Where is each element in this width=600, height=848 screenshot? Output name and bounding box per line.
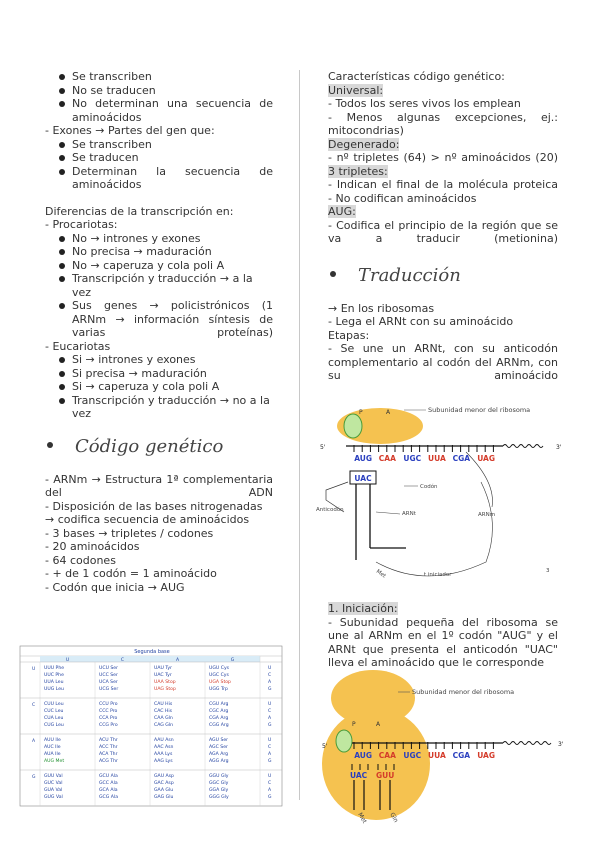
- codon-cell: CAA Gln: [154, 716, 173, 721]
- list-item: Transcripción y traducción → no a la vez: [45, 394, 273, 421]
- list-item: No precisa → maduración: [45, 245, 273, 259]
- codon-cell: ACC Thr: [99, 745, 118, 750]
- codon-cell: AUG Met: [44, 759, 65, 764]
- codon-cell: UGG Trp: [209, 687, 228, 692]
- codon-cell: UCA Ser: [99, 680, 118, 685]
- site-a-label: A: [376, 721, 381, 728]
- codon-cell: UAA Stop: [154, 680, 176, 685]
- site-a-label: A: [386, 409, 391, 416]
- codon-cell: CGC Arg: [209, 709, 229, 714]
- list-item: Sus genes → policistrónicos (1 ARNm → información síntesis de varias proteínas): [45, 299, 273, 340]
- codon-text: UGC: [403, 454, 422, 463]
- list-item: Si → caperuza y cola poli A: [45, 380, 273, 394]
- codon-cell: CAC His: [154, 709, 173, 714]
- procariotas-label: - Procariotas:: [45, 218, 118, 231]
- codon-cell: AAG Lys: [154, 759, 173, 764]
- met-label: Met: [356, 811, 368, 825]
- list-item: Transcripción y traducción → a la vez: [45, 272, 273, 299]
- trad-line: - Lega el ARNt con su aminoácido: [328, 315, 514, 328]
- procariotas-list: [45, 232, 273, 340]
- codon-cell: CUU Leu: [44, 702, 64, 707]
- third-base-label: G: [268, 759, 272, 764]
- universal-label: Universal:: [328, 83, 384, 97]
- degenerado-label: Degenerado:: [328, 137, 400, 151]
- codon-cell: AUA Ile: [44, 752, 61, 757]
- tripletes-line: - Indican el final de la molécula proteica: [328, 178, 558, 191]
- cap-icon: [336, 730, 352, 752]
- five-prime-label: 5': [320, 444, 326, 451]
- codon-cell: AUC Ile: [44, 745, 61, 750]
- codon-cell: GAG Glu: [154, 795, 174, 800]
- third-base-label: G: [268, 687, 272, 692]
- left-column: [45, 70, 277, 594]
- codon-cell: GGC Gly: [209, 781, 229, 786]
- arnm-label: ARNm: [478, 512, 496, 518]
- list-item: No se traducen: [45, 84, 273, 98]
- codon-cell: GAA Glu: [154, 788, 174, 793]
- third-base-label: U: [268, 702, 272, 707]
- iniciacion-text: - Subunidad pequeña del ribosoma se une al ARNm en el 1º codón "AUG" y el ARNt que presenta el anticodón "UAC" lleva el aminoácido que le corresponde: [328, 615, 562, 669]
- codon-text: CAA: [378, 454, 396, 463]
- aug-line: - Codifica el principio de la región que se va a traducir (metionina): [328, 218, 562, 245]
- anticodon-label: Anticodón: [316, 507, 344, 513]
- codon-cell: GCA Ala: [99, 788, 118, 793]
- subunit-label: Subunidad menor del ribosoma: [428, 406, 531, 414]
- pointer-line: [376, 512, 400, 514]
- codon-cell: GUA Val: [44, 788, 63, 793]
- codon-cell: UGA Stop: [209, 680, 231, 685]
- codigo-line: - + de 1 codón = 1 aminoácido: [45, 567, 217, 580]
- third-base-label: C: [268, 781, 272, 786]
- codigo-line: - Codón que inicia → AUG: [45, 580, 185, 594]
- second-base-label: C: [120, 658, 125, 663]
- third-base-label: A: [268, 752, 272, 757]
- list-item: No determinan una secuencia de aminoácidos: [45, 97, 273, 124]
- list-item: Se transcriben: [45, 138, 273, 152]
- codon-cell: UAG Stop: [154, 687, 176, 692]
- codon-cell: UCC Ser: [99, 673, 118, 678]
- codon-cell: ACA Thr: [99, 752, 118, 757]
- codon-cell: GGA Gly: [209, 788, 229, 793]
- codon-cell: CCG Pro: [99, 723, 118, 728]
- codon-cell: CGU Arg: [209, 702, 229, 707]
- list-item: No → intrones y exones: [45, 232, 273, 246]
- codon-cell: CCC Pro: [99, 709, 118, 714]
- third-base-label: A: [268, 680, 272, 685]
- tripletes-line: - No codifican aminoácidos: [328, 191, 477, 205]
- codon-cell: GUC Val: [44, 781, 63, 786]
- codon-label: Codón: [420, 484, 438, 490]
- trad-line: - Se une un ARNt, con su anticodón complementario al codón del ARNm, con su aminoácido: [328, 342, 562, 382]
- codon-cell: CCA Pro: [99, 716, 118, 721]
- list-item: Determinan la secuencia de aminoácidos: [45, 165, 273, 192]
- codon-cell: UGU Cys: [209, 666, 230, 671]
- third-base-label: A: [268, 716, 272, 721]
- first-base-label: A: [32, 739, 36, 744]
- arrow-line: [376, 482, 492, 576]
- list-item: Se traducen: [45, 151, 273, 165]
- codon-cell: GCG Ala: [99, 795, 119, 800]
- universal-line: - Todos los seres vivos los emplean: [328, 97, 521, 110]
- codigo-line: - 20 aminoácidos: [45, 540, 140, 553]
- codon-cell: UGC Cys: [209, 673, 229, 678]
- codon-cell: ACG Thr: [99, 759, 118, 764]
- traduccion-heading: [328, 264, 558, 288]
- codigo-line: - Disposición de las bases nitrogenadas → codifica secuencia de aminoácidos: [45, 499, 267, 526]
- exon-list: [45, 138, 273, 192]
- anticodon-text: UAC: [354, 474, 372, 483]
- poly-a-tail: [503, 742, 551, 745]
- subunit-label: Subunidad menor del ribosoma: [412, 688, 515, 696]
- eucariotas-list: [45, 353, 273, 421]
- codigo-line: - 64 codones: [45, 553, 116, 567]
- tripletes-label: 3 tripletes:: [328, 164, 388, 178]
- third-base-label: U: [268, 774, 272, 779]
- ribosome-figure-2: [318, 668, 568, 828]
- codon-cell: GGG Gly: [209, 795, 229, 800]
- codon-cell: AAC Asn: [154, 745, 174, 750]
- codon-cell: AGA Arg: [209, 752, 229, 757]
- exones-line: - Exones → Partes del gen que:: [45, 124, 215, 137]
- codon-text: CGA: [452, 454, 471, 463]
- codon-cell: CCU Pro: [99, 702, 118, 707]
- anticodon-text: UAC: [350, 771, 368, 780]
- second-base-label: A: [175, 658, 180, 663]
- codon-cell: GCU Ala: [99, 774, 118, 779]
- list-item: Si → intrones y exones: [45, 353, 273, 367]
- codon-cell: AUU Ile: [44, 738, 61, 743]
- list-item: Si precisa → maduración: [45, 367, 273, 381]
- codon-cell: AGU Ser: [209, 738, 229, 743]
- codon-cell: UAU Tyr: [154, 666, 173, 671]
- codon-cell: UCU Ser: [99, 666, 119, 671]
- arnt-label: ARNt: [402, 511, 416, 517]
- figure-number: 3: [546, 568, 550, 574]
- codon-cell: UAC Tyr: [154, 673, 172, 678]
- codon-cell: UCG Ser: [99, 687, 119, 692]
- iniciacion-block: [328, 602, 562, 670]
- codon-cell: CUG Leu: [44, 723, 64, 728]
- codon-cell: CGG Arg: [209, 723, 229, 728]
- third-base-label: A: [268, 788, 272, 793]
- third-base-label: C: [268, 745, 272, 750]
- trad-line: → En los ribosomas: [328, 301, 435, 315]
- trad-line: Etapas:: [328, 328, 370, 342]
- right-column: [328, 70, 562, 383]
- codigo-line: - 3 bases → tripletes / codones: [45, 526, 214, 540]
- codon-text: CGA: [452, 751, 471, 760]
- codon-cell: ACU Thr: [99, 738, 118, 743]
- codon-cell: GCC Ala: [99, 781, 118, 786]
- iniciacion-label: 1. Iniciación:: [328, 602, 398, 615]
- codon-cell: GUG Val: [44, 795, 63, 800]
- list-item: Se transcriben: [45, 70, 273, 84]
- first-base-label: C: [32, 703, 36, 708]
- met-label: Met: [374, 568, 387, 580]
- codon-cell: CUC Leu: [44, 709, 64, 714]
- codon-text: UGC: [403, 751, 422, 760]
- universal-line: - Menos algunas excepciones, ej.: mitocondrias): [328, 110, 562, 137]
- codon-cell: UUA Leu: [44, 680, 64, 685]
- third-base-label: G: [268, 795, 272, 800]
- codon-cell: UUG Leu: [44, 687, 64, 692]
- first-base-label: U: [32, 667, 36, 672]
- list-item: No → caperuza y cola poli A: [45, 259, 273, 273]
- degenerado-line: - nº tripletes (64) > nº aminoácidos (20): [328, 151, 558, 164]
- codon-text: UAG: [477, 454, 496, 463]
- poly-a-tail: [503, 445, 543, 448]
- codon-cell: UUC Phe: [44, 673, 64, 678]
- bullet-icon: [330, 271, 336, 277]
- car-title: Características código genético:: [328, 70, 505, 83]
- eucariotas-label: - Eucariotas: [45, 339, 111, 353]
- second-base-label: G: [230, 658, 235, 663]
- codon-cell: AGG Arg: [209, 759, 229, 764]
- bullet-icon: [47, 442, 53, 448]
- codon-cell: GGU Gly: [209, 774, 229, 779]
- codon-cell: AGC Ser: [209, 745, 228, 750]
- codon-text: CAA: [378, 751, 396, 760]
- codon-text: UAG: [477, 751, 496, 760]
- codigo-title: Código genético: [75, 435, 224, 457]
- codon-text: AUG: [354, 454, 373, 463]
- intron-list: [45, 70, 273, 124]
- five-prime-label: 5': [322, 743, 328, 750]
- codon-cell: CAU His: [154, 702, 173, 707]
- dif-title: Diferencias de la transcripción en:: [45, 204, 234, 218]
- second-base-label: U: [65, 658, 70, 663]
- codon-cell: AAA Lys: [154, 752, 173, 757]
- codon-cell: GAC Asp: [154, 781, 174, 786]
- codigo-line: - ARNm → Estructura 1ª complementaria del ADN: [45, 472, 277, 499]
- site-p-label: P: [352, 721, 356, 728]
- codon-cell: GUU Val: [44, 774, 63, 779]
- codon-cell: GAU Asp: [154, 774, 174, 779]
- third-base-label: C: [268, 709, 272, 714]
- traduccion-title: Traducción: [358, 264, 461, 286]
- three-prime-label: 3': [556, 444, 562, 451]
- ribosome-figure-1: [316, 406, 566, 592]
- column-divider: [299, 70, 300, 800]
- cap-icon: [344, 414, 362, 438]
- codon-text: AUG: [354, 751, 373, 760]
- codon-cell: CUA Leu: [44, 716, 64, 721]
- codon-text: UUA: [428, 751, 446, 760]
- table-title: Segunda base: [134, 649, 170, 655]
- anticodon-text: GUU: [376, 771, 395, 780]
- aug-label: AUG:: [328, 205, 356, 218]
- third-base-label: U: [268, 666, 272, 671]
- codon-text: UUA: [428, 454, 446, 463]
- iniciador-label: t iniciador: [424, 572, 452, 578]
- site-p-label: P: [359, 409, 363, 416]
- codon-cell: UUU Phe: [44, 666, 65, 671]
- codon-cell: AAU Asn: [154, 738, 174, 743]
- first-base-label: G: [32, 775, 36, 780]
- codon-cell: CGA Arg: [209, 716, 229, 721]
- third-base-label: U: [268, 738, 272, 743]
- codon-cell: CAG Gln: [154, 723, 174, 728]
- three-prime-label: 3': [558, 741, 564, 748]
- third-base-label: C: [268, 673, 272, 678]
- gln-label: Gln: [388, 811, 400, 824]
- third-base-label: G: [268, 723, 272, 728]
- codon-table: [20, 646, 282, 806]
- codigo-heading: [45, 435, 273, 459]
